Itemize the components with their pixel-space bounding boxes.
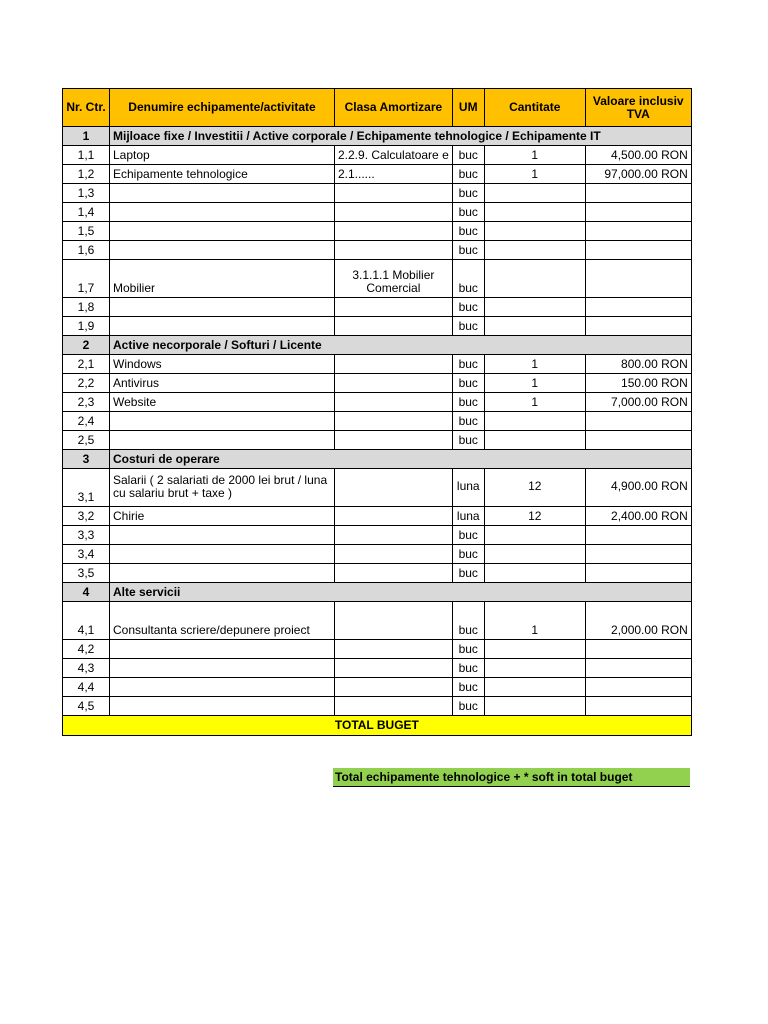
item-um: buc <box>452 165 484 184</box>
header-qty: Cantitate <box>484 89 585 127</box>
item-number: 1,2 <box>63 165 110 184</box>
item-number: 4,3 <box>63 659 110 678</box>
item-qty: 12 <box>484 469 585 507</box>
item-um: buc <box>452 241 484 260</box>
section-title: Active necorporale / Softuri / Licente <box>110 336 692 355</box>
item-number: 1,5 <box>63 222 110 241</box>
item-number: 1,9 <box>63 317 110 336</box>
item-value: 4,500.00 RON <box>585 146 691 165</box>
item-value <box>585 678 691 697</box>
item-name <box>110 678 335 697</box>
item-qty: 1 <box>484 374 585 393</box>
item-value <box>585 564 691 583</box>
item-qty <box>484 640 585 659</box>
item-clasa <box>335 697 453 716</box>
item-row <box>63 393 692 412</box>
item-um: buc <box>452 146 484 165</box>
item-qty <box>484 222 585 241</box>
item-row <box>63 526 692 545</box>
item-row <box>63 602 692 640</box>
item-number: 3,2 <box>63 507 110 526</box>
item-clasa <box>335 393 453 412</box>
item-value <box>585 298 691 317</box>
item-value: 150.00 RON <box>585 374 691 393</box>
item-clasa <box>335 222 453 241</box>
item-row <box>63 184 692 203</box>
item-value <box>585 659 691 678</box>
item-name <box>110 545 335 564</box>
item-qty <box>484 678 585 697</box>
budget-table <box>62 88 692 736</box>
item-name <box>110 203 335 222</box>
item-clasa <box>335 412 453 431</box>
section-title: Mijloace fixe / Investitii / Active corporale / Echipamente tehnologice / Echipamente IT <box>110 127 692 146</box>
item-row <box>63 374 692 393</box>
item-qty: 1 <box>484 355 585 374</box>
item-um: buc <box>452 659 484 678</box>
item-qty: 12 <box>484 507 585 526</box>
item-qty <box>484 203 585 222</box>
item-number: 1,3 <box>63 184 110 203</box>
item-row <box>63 659 692 678</box>
item-um: buc <box>452 222 484 241</box>
item-number: 2,2 <box>63 374 110 393</box>
item-clasa <box>335 317 453 336</box>
item-row <box>63 640 692 659</box>
item-qty <box>484 431 585 450</box>
item-qty <box>484 412 585 431</box>
item-um: buc <box>452 260 484 298</box>
item-qty: 1 <box>484 602 585 640</box>
item-um: buc <box>452 545 484 564</box>
item-name <box>110 659 335 678</box>
item-um: buc <box>452 412 484 431</box>
item-name <box>110 564 335 583</box>
item-clasa <box>335 564 453 583</box>
item-number: 1,8 <box>63 298 110 317</box>
item-number: 2,5 <box>63 431 110 450</box>
section-number: 1 <box>63 127 110 146</box>
item-row <box>63 678 692 697</box>
item-name: Windows <box>110 355 335 374</box>
item-row <box>63 545 692 564</box>
item-name: Consultanta scriere/depunere proiect <box>110 602 335 640</box>
section-number: 3 <box>63 450 110 469</box>
section-title: Alte servicii <box>110 583 692 602</box>
item-name <box>110 317 335 336</box>
item-number: 2,3 <box>63 393 110 412</box>
item-um: luna <box>452 469 484 507</box>
item-row <box>63 222 692 241</box>
item-clasa <box>335 241 453 260</box>
item-value: 2,000.00 RON <box>585 602 691 640</box>
item-name: Chirie <box>110 507 335 526</box>
item-number: 2,1 <box>63 355 110 374</box>
header-um: UM <box>452 89 484 127</box>
item-qty <box>484 526 585 545</box>
item-value <box>585 545 691 564</box>
item-value <box>585 317 691 336</box>
item-clasa <box>335 374 453 393</box>
item-row <box>63 146 692 165</box>
item-number: 4,5 <box>63 697 110 716</box>
section-title: Costuri de operare <box>110 450 692 469</box>
item-clasa <box>335 545 453 564</box>
item-number: 3,1 <box>63 469 110 507</box>
item-um: buc <box>452 602 484 640</box>
item-row <box>63 317 692 336</box>
item-qty <box>484 260 585 298</box>
budget-table-body <box>63 89 692 736</box>
section-row <box>63 450 692 469</box>
header-value: Valoare inclusiv TVA <box>585 89 691 127</box>
footer-note: Total echipamente tehnologice + * soft in total buget <box>333 768 690 787</box>
item-qty <box>484 697 585 716</box>
item-name <box>110 640 335 659</box>
item-qty <box>484 317 585 336</box>
item-value <box>585 222 691 241</box>
item-number: 1,7 <box>63 260 110 298</box>
header-nr: Nr. Ctr. <box>63 89 110 127</box>
item-clasa: 3.1.1.1 Mobilier Comercial <box>335 260 453 298</box>
item-value <box>585 697 691 716</box>
item-qty: 1 <box>484 146 585 165</box>
item-qty <box>484 184 585 203</box>
item-clasa <box>335 678 453 697</box>
header-clasa: Clasa Amortizare <box>335 89 453 127</box>
total-label: TOTAL BUGET <box>63 716 692 736</box>
item-clasa <box>335 431 453 450</box>
header-row <box>63 89 692 127</box>
item-value <box>585 431 691 450</box>
item-value <box>585 412 691 431</box>
item-um: buc <box>452 431 484 450</box>
item-clasa <box>335 203 453 222</box>
item-clasa <box>335 602 453 640</box>
item-qty: 1 <box>484 393 585 412</box>
item-um: buc <box>452 526 484 545</box>
section-number: 4 <box>63 583 110 602</box>
item-number: 4,4 <box>63 678 110 697</box>
item-number: 3,3 <box>63 526 110 545</box>
item-um: buc <box>452 564 484 583</box>
item-number: 1,6 <box>63 241 110 260</box>
item-row <box>63 298 692 317</box>
item-clasa <box>335 507 453 526</box>
item-name <box>110 412 335 431</box>
item-row <box>63 355 692 374</box>
item-clasa <box>335 298 453 317</box>
item-value <box>585 203 691 222</box>
item-um: buc <box>452 317 484 336</box>
item-number: 1,4 <box>63 203 110 222</box>
item-value <box>585 260 691 298</box>
item-name: Mobilier <box>110 260 335 298</box>
item-qty <box>484 298 585 317</box>
item-value: 2,400.00 RON <box>585 507 691 526</box>
item-row <box>63 165 692 184</box>
item-um: buc <box>452 203 484 222</box>
item-name <box>110 526 335 545</box>
item-row <box>63 469 692 507</box>
item-name: Laptop <box>110 146 335 165</box>
item-name <box>110 431 335 450</box>
item-name <box>110 222 335 241</box>
item-number: 3,4 <box>63 545 110 564</box>
item-name <box>110 184 335 203</box>
item-qty <box>484 659 585 678</box>
item-number: 3,5 <box>63 564 110 583</box>
item-um: luna <box>452 507 484 526</box>
item-qty <box>484 564 585 583</box>
item-value: 7,000.00 RON <box>585 393 691 412</box>
item-value <box>585 526 691 545</box>
item-um: buc <box>452 298 484 317</box>
item-clasa <box>335 469 453 507</box>
item-name: Salarii ( 2 salariati de 2000 lei brut / luna cu salariu brut + taxe ) <box>110 469 335 507</box>
item-um: buc <box>452 393 484 412</box>
item-value <box>585 241 691 260</box>
item-name <box>110 697 335 716</box>
total-row <box>63 716 692 736</box>
item-um: buc <box>452 640 484 659</box>
item-row <box>63 564 692 583</box>
item-qty: 1 <box>484 165 585 184</box>
item-um: buc <box>452 697 484 716</box>
item-um: buc <box>452 184 484 203</box>
item-value <box>585 184 691 203</box>
item-number: 4,2 <box>63 640 110 659</box>
item-row <box>63 241 692 260</box>
item-name: Echipamente tehnologice <box>110 165 335 184</box>
item-name <box>110 298 335 317</box>
item-number: 4,1 <box>63 602 110 640</box>
item-name: Website <box>110 393 335 412</box>
section-row <box>63 336 692 355</box>
item-clasa <box>335 659 453 678</box>
header-name: Denumire echipamente/activitate <box>110 89 335 127</box>
section-number: 2 <box>63 336 110 355</box>
item-qty <box>484 241 585 260</box>
item-row <box>63 260 692 298</box>
item-value: 4,900.00 RON <box>585 469 691 507</box>
item-value <box>585 640 691 659</box>
item-um: buc <box>452 678 484 697</box>
section-row <box>63 583 692 602</box>
section-row <box>63 127 692 146</box>
item-clasa: 2.1...... <box>335 165 453 184</box>
item-clasa <box>335 355 453 374</box>
item-clasa <box>335 526 453 545</box>
item-clasa <box>335 640 453 659</box>
item-name: Antivirus <box>110 374 335 393</box>
item-clasa: 2.2.9. Calculatoare e <box>335 146 453 165</box>
item-row <box>63 697 692 716</box>
item-name <box>110 241 335 260</box>
item-um: buc <box>452 355 484 374</box>
item-number: 2,4 <box>63 412 110 431</box>
item-value: 97,000.00 RON <box>585 165 691 184</box>
item-value: 800.00 RON <box>585 355 691 374</box>
item-qty <box>484 545 585 564</box>
item-clasa <box>335 184 453 203</box>
item-row <box>63 507 692 526</box>
item-number: 1,1 <box>63 146 110 165</box>
item-row <box>63 431 692 450</box>
item-row <box>63 412 692 431</box>
item-um: buc <box>452 374 484 393</box>
item-row <box>63 203 692 222</box>
